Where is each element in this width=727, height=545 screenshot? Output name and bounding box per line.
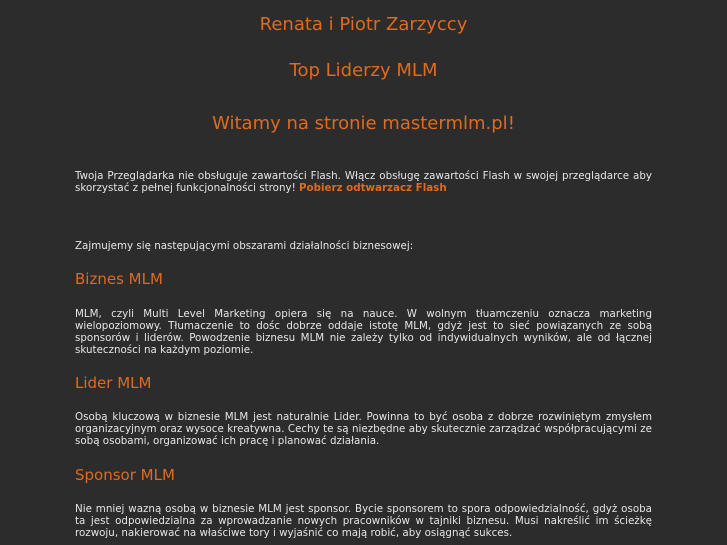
- welcome-heading: Witamy na stronie mastermlm.pl!: [212, 113, 515, 134]
- section-body-sponsor: Nie mniej wazną osobą w biznesie MLM jest sponsor. Bycie sponsorem to spora odpowiedzialność, gdyż osoba ta jest odpowiedzialna za wprowadzanie nowych pracowników w tajniki biznesu. Musi nakreślić im ścieżkę rozwoju, nakierować na właściwe tory i wyjaśnić co mają robić, aby osiągnąć sukces.: [75, 503, 652, 539]
- download-flash-link[interactable]: Pobierz odtwarzacz Flash: [298, 182, 447, 194]
- flash-notice: [75, 170, 652, 194]
- section-title-biznes: Biznes MLM: [75, 270, 163, 288]
- section-title-lider: Lider MLM: [75, 374, 152, 392]
- site-title: Renata i Piotr Zarzyccy: [259, 14, 468, 35]
- section-body-lider: Osobą kluczową w biznesie MLM jest naturalnie Lider. Powinna to być osoba z dobrze rozwiniętym zmysłem organizacyjnym oraz wysoce kreatywna. Cechy te są niezbędne aby skutecznie zarządzać współpracującymi ze sobą osobami, organizować ich pracę i planować działania.: [75, 411, 652, 447]
- intro-text: Zajmujemy się następującymi obszarami działalności biznesowej:: [75, 240, 414, 252]
- site-subtitle: Top Liderzy MLM: [289, 60, 438, 81]
- flash-notice-text: Twoja Przeglądarka nie obsługuje zawartości Flash. Włącz obsługę zawartości Flash w swojej przeglądarce aby skorzystać z pełnej funkcjonalności strony!: [75, 170, 652, 194]
- section-body-biznes: MLM, czyli Multi Level Marketing opiera się na nauce. W wolnym tłuamczeniu oznacza marketing wielopoziomowy. Tłumaczenie to dośc dobrze oddaje istotę MLM, gdyż jest to sieć powiązanych ze sobą sponsorów i liderów. Powodzenie biznesu MLM nie zależy tylko od indywidualnych wyników, ale od łącznej skuteczności na każdym poziomie.: [75, 308, 652, 356]
- section-title-sponsor: Sponsor MLM: [75, 466, 175, 484]
